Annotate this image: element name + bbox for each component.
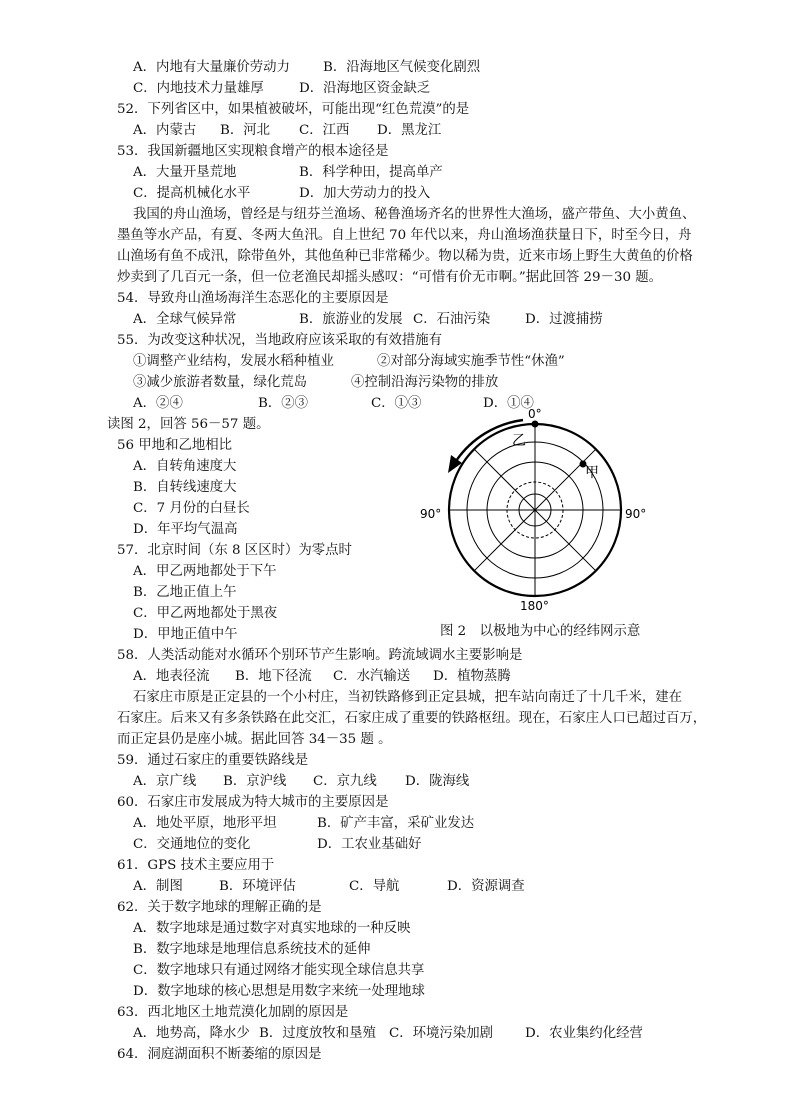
option-b: B．过度放牧和垦殖 xyxy=(259,1026,376,1041)
option-b: B．地下径流 xyxy=(235,669,312,684)
passage-line: 墨鱼等水产品，有夏、冬两大鱼汛。自上世纪 70 年代以来，舟山渔场渔获量日下，时至今日，舟 xyxy=(117,228,692,243)
option-c: C．7 月份的白昼长 xyxy=(133,501,250,516)
statement-1: ①调整产业结构，发展水稻种植业 xyxy=(133,354,334,369)
label-yi: 乙 xyxy=(512,433,526,449)
option-a: A．地表径流 xyxy=(133,669,210,684)
option-a: A．大量开垦荒地 xyxy=(133,165,237,180)
option-b: B．乙地正值上午 xyxy=(133,585,237,600)
option-d: D．过渡捕捞 xyxy=(525,312,603,327)
option-b: B．矿产丰富，采矿业发达 xyxy=(317,816,475,831)
option-a: A．数字地球是通过数字对真实地球的一种反映 xyxy=(133,921,411,936)
question-56: 56 甲地和乙地相比 xyxy=(117,438,233,453)
option-d: D．沿海地区资金缺乏 xyxy=(299,81,431,96)
option-c: C．数字地球只有通过网络才能实现全球信息共享 xyxy=(133,963,425,978)
point-yi xyxy=(532,421,539,428)
option-c: C．江西 xyxy=(299,123,350,138)
statement-2: ②对部分海域实施季节性“休渔” xyxy=(377,354,565,369)
passage-line: 山渔场有鱼不成汛，除带鱼外，其他鱼种已非常稀少。物以稀为贵，近来市场上野生大黄鱼的价格 xyxy=(117,249,693,264)
passage-line: 而正定县仍是座小城。据此回答 34－35 题 。 xyxy=(117,732,392,747)
option-b: B．②③ xyxy=(258,396,309,411)
option-d: D．黑龙江 xyxy=(377,123,442,138)
question-59: 59．通过石家庄的重要铁路线是 xyxy=(117,753,309,768)
option-a: A．内蒙古 xyxy=(133,123,197,138)
option-a: A．制图 xyxy=(133,879,183,894)
question-57: 57．北京时间（东 8 区区时）为零点时 xyxy=(117,543,352,558)
option-c: C．京九线 xyxy=(313,774,377,789)
option-a: A．②④ xyxy=(133,396,183,411)
question-62: 62．关于数字地球的理解正确的是 xyxy=(117,900,322,915)
label-jia: 甲 xyxy=(585,465,599,481)
passage-line: 炒卖到了几百元一条，但一位老渔民却摇头感叹：“可惜有价无市啊。”据此回答 29－30 题。 xyxy=(117,270,663,285)
option-a: A．地处平原，地形平坦 xyxy=(133,816,277,831)
figure-instruction: 读图 2，回答 56－57 题。 xyxy=(107,417,270,432)
option-d: D．工农业基础好 xyxy=(317,837,422,852)
option-d: D．资源调查 xyxy=(447,879,525,894)
option-c: C．提高机械化水平 xyxy=(133,186,251,201)
option-b: B．京沪线 xyxy=(223,774,287,789)
passage-line: 我国的舟山渔场，曾经是与纽芬兰渔场、秘鲁渔场齐名的世界性大渔场，盛产带鱼、大小黄鱼、 xyxy=(133,207,696,222)
option-b: B．数字地球是地理信息系统技术的延伸 xyxy=(133,942,371,957)
option-c: C．石油污染 xyxy=(413,312,491,327)
question-63: 63．西北地区土地荒漠化加剧的原因是 xyxy=(117,1005,349,1020)
option-c: C．水汽输送 xyxy=(333,669,411,684)
option-b: B．旅游业的发展 xyxy=(299,312,403,327)
label-90-right: 90° xyxy=(625,507,647,521)
option-c: C．内地技术力量雄厚 xyxy=(133,81,264,96)
question-53: 53．我国新疆地区实现粮食增产的根本途径是 xyxy=(117,144,389,159)
question-58: 58．人类活动能对水循环个别环节产生影响。跨流域调水主要影响是 xyxy=(117,648,523,663)
option-d: D．甲地正值中午 xyxy=(133,627,238,642)
option-d: D．①④ xyxy=(483,396,534,411)
option-a: A．自转角速度大 xyxy=(133,459,237,474)
option-a: A．地势高，降水少 xyxy=(133,1026,250,1041)
option-d: D．植物蒸腾 xyxy=(433,669,511,684)
question-55: 55．为改变这种状况，当地政府应该采取的有效措施有 xyxy=(117,333,443,348)
option-a: A．内地有大量廉价劳动力 xyxy=(133,60,290,75)
option-a: A．甲乙两地都处于下午 xyxy=(133,564,277,579)
option-d: D．年平均气温高 xyxy=(133,522,238,537)
figure-caption: 图 2 以极地为中心的经纬网示意 xyxy=(440,624,641,639)
label-90-left: 90° xyxy=(420,507,442,521)
option-a: A．京广线 xyxy=(133,774,197,789)
statement-3: ③减少旅游者数量，绿化荒岛 xyxy=(133,375,308,390)
option-d: D．数字地球的核心思想是用数字来统一处理地球 xyxy=(133,984,425,999)
option-b: B．河北 xyxy=(220,123,271,138)
label-180-degree: 180° xyxy=(520,599,549,613)
question-54: 54．导致舟山渔场海洋生态恶化的主要原因是 xyxy=(117,291,389,306)
question-60: 60．石家庄市发展成为特大城市的主要原因是 xyxy=(117,795,389,810)
passage-line: 石家庄市原是正定县的一个小村庄，当初铁路修到正定县城，把车站向南迁了十几千米，建在 xyxy=(133,690,683,705)
option-d: D．陇海线 xyxy=(405,774,470,789)
question-52: 52．下列省区中，如果植被破坏，可能出现“红色荒漠”的是 xyxy=(117,102,470,117)
option-b: B．科学种田，提高单产 xyxy=(299,165,443,180)
option-c: C．甲乙两地都处于黑夜 xyxy=(133,606,278,621)
statement-4: ④控制沿海污染物的排放 xyxy=(351,375,499,390)
option-c: C．环境污染加剧 xyxy=(389,1026,493,1041)
question-64: 64．洞庭湖面积不断萎缩的原因是 xyxy=(117,1047,322,1062)
option-b: B．环境评估 xyxy=(219,879,296,894)
option-d: D．农业集约化经营 xyxy=(525,1026,643,1041)
question-61: 61．GPS 技术主要应用于 xyxy=(117,858,275,873)
passage-line: 石家庄。后来又有多条铁路在此交汇，石家庄成了重要的铁路枢纽。现在，石家庄人口已超过百万， xyxy=(117,711,707,726)
option-c: C．导航 xyxy=(349,879,400,894)
label-0-degree: 0° xyxy=(528,407,542,421)
option-d: D．加大劳动力的投入 xyxy=(299,186,431,201)
option-c: C．①③ xyxy=(371,396,422,411)
polar-graticule-diagram xyxy=(420,405,650,620)
option-a: A．全球气候异常 xyxy=(133,312,237,327)
option-b: B．自转线速度大 xyxy=(133,480,237,495)
option-b: B．沿海地区气候变化剧烈 xyxy=(323,60,481,75)
option-c: C．交通地位的变化 xyxy=(133,837,251,852)
